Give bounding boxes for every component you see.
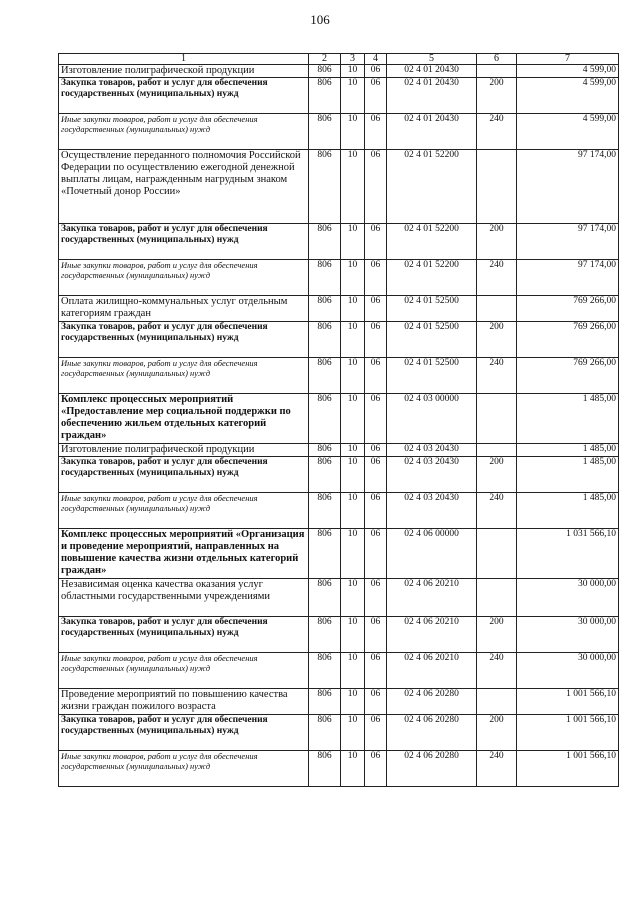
row-name-cell: Закупка товаров, работ и услуг для обеспечения государственных (муниципальных) нужд [59, 322, 309, 358]
row-ministry-cell: 806 [309, 224, 341, 260]
header-col-7: 7 [517, 54, 619, 65]
table-row [59, 296, 619, 322]
row-amount-cell: 769 266,00 [517, 322, 619, 358]
row-section-cell: 10 [341, 260, 365, 296]
row-expense-type-cell [477, 444, 517, 457]
table-body [59, 65, 619, 787]
header-col-3: 3 [341, 54, 365, 65]
row-name-cell: Закупка товаров, работ и услуг для обеспечения государственных (муниципальных) нужд [59, 457, 309, 493]
row-section-cell: 10 [341, 689, 365, 715]
row-target-article-cell: 02 4 01 52200 [387, 150, 477, 224]
row-expense-type-cell [477, 529, 517, 579]
row-name-cell: Иные закупки товаров, работ и услуг для обеспечения государственных (муниципальных) нужд [59, 751, 309, 787]
row-section-cell: 10 [341, 457, 365, 493]
row-target-article-cell: 02 4 01 52200 [387, 260, 477, 296]
row-section-cell: 10 [341, 78, 365, 114]
row-expense-type-cell: 200 [477, 457, 517, 493]
row-ministry-cell: 806 [309, 751, 341, 787]
table-row [59, 493, 619, 529]
row-subsection-cell: 06 [365, 751, 387, 787]
header-col-2: 2 [309, 54, 341, 65]
table-row [59, 457, 619, 493]
row-amount-cell: 4 599,00 [517, 114, 619, 150]
row-section-cell: 10 [341, 322, 365, 358]
row-amount-cell: 4 599,00 [517, 65, 619, 78]
row-amount-cell: 97 174,00 [517, 260, 619, 296]
row-name-cell: Изготовление полиграфической продукции [59, 444, 309, 457]
row-subsection-cell: 06 [365, 322, 387, 358]
row-ministry-cell: 806 [309, 260, 341, 296]
row-target-article-cell: 02 4 01 52500 [387, 322, 477, 358]
row-expense-type-cell: 200 [477, 617, 517, 653]
row-subsection-cell: 06 [365, 617, 387, 653]
row-ministry-cell: 806 [309, 617, 341, 653]
row-subsection-cell: 06 [365, 715, 387, 751]
row-subsection-cell: 06 [365, 689, 387, 715]
row-expense-type-cell: 200 [477, 224, 517, 260]
row-amount-cell: 1 001 566,10 [517, 751, 619, 787]
row-amount-cell: 30 000,00 [517, 617, 619, 653]
row-name-cell: Иные закупки товаров, работ и услуг для обеспечения государственных (муниципальных) нужд [59, 653, 309, 689]
row-subsection-cell: 06 [365, 78, 387, 114]
row-ministry-cell: 806 [309, 529, 341, 579]
budget-table [58, 53, 619, 787]
row-amount-cell: 1 485,00 [517, 457, 619, 493]
table-row [59, 322, 619, 358]
table-row [59, 529, 619, 579]
row-target-article-cell: 02 4 03 00000 [387, 394, 477, 444]
row-subsection-cell: 06 [365, 296, 387, 322]
row-section-cell: 10 [341, 224, 365, 260]
row-name-cell: Иные закупки товаров, работ и услуг для обеспечения государственных (муниципальных) нужд [59, 358, 309, 394]
row-ministry-cell: 806 [309, 715, 341, 751]
row-section-cell: 10 [341, 579, 365, 617]
row-target-article-cell: 02 4 01 52200 [387, 224, 477, 260]
table-row [59, 751, 619, 787]
table-row [59, 358, 619, 394]
row-subsection-cell: 06 [365, 260, 387, 296]
row-subsection-cell: 06 [365, 457, 387, 493]
row-ministry-cell: 806 [309, 653, 341, 689]
row-name-cell: Иные закупки товаров, работ и услуг для обеспечения государственных (муниципальных) нужд [59, 114, 309, 150]
header-col-4: 4 [365, 54, 387, 65]
row-target-article-cell: 02 4 06 20280 [387, 689, 477, 715]
row-target-article-cell: 02 4 03 20430 [387, 444, 477, 457]
row-section-cell: 10 [341, 751, 365, 787]
row-amount-cell: 1 485,00 [517, 444, 619, 457]
row-expense-type-cell [477, 394, 517, 444]
row-target-article-cell: 02 4 06 20210 [387, 579, 477, 617]
table-row [59, 715, 619, 751]
row-amount-cell: 97 174,00 [517, 224, 619, 260]
header-col-6: 6 [477, 54, 517, 65]
row-expense-type-cell [477, 296, 517, 322]
row-section-cell: 10 [341, 150, 365, 224]
row-expense-type-cell: 240 [477, 653, 517, 689]
row-amount-cell: 1 001 566,10 [517, 689, 619, 715]
row-subsection-cell: 06 [365, 579, 387, 617]
row-subsection-cell: 06 [365, 653, 387, 689]
row-name-cell: Иные закупки товаров, работ и услуг для обеспечения государственных (муниципальных) нужд [59, 493, 309, 529]
row-amount-cell: 1 485,00 [517, 394, 619, 444]
row-ministry-cell: 806 [309, 579, 341, 617]
row-expense-type-cell: 240 [477, 493, 517, 529]
row-name-cell: Закупка товаров, работ и услуг для обеспечения государственных (муниципальных) нужд [59, 224, 309, 260]
row-target-article-cell: 02 4 01 52500 [387, 296, 477, 322]
row-amount-cell: 1 001 566,10 [517, 715, 619, 751]
row-section-cell: 10 [341, 65, 365, 78]
row-name-cell: Комплекс процессных мероприятий «Организация и проведение мероприятий, направленных на повышение качества жизни отдельных категорий граждан» [59, 529, 309, 579]
row-section-cell: 10 [341, 358, 365, 394]
row-name-cell: Осуществление переданного полномочия Российской Федерации по осуществлению ежегодной денежной выплаты лицам, награжденным нагрудным знаком «Почетный донор России» [59, 150, 309, 224]
row-target-article-cell: 02 4 06 20280 [387, 751, 477, 787]
row-name-cell: Закупка товаров, работ и услуг для обеспечения государственных (муниципальных) нужд [59, 715, 309, 751]
row-amount-cell: 1 485,00 [517, 493, 619, 529]
row-section-cell: 10 [341, 493, 365, 529]
row-target-article-cell: 02 4 01 52500 [387, 358, 477, 394]
row-subsection-cell: 06 [365, 394, 387, 444]
row-name-cell: Изготовление полиграфической продукции [59, 65, 309, 78]
row-expense-type-cell [477, 579, 517, 617]
row-target-article-cell: 02 4 03 20430 [387, 457, 477, 493]
row-section-cell: 10 [341, 296, 365, 322]
row-expense-type-cell [477, 65, 517, 78]
row-subsection-cell: 06 [365, 493, 387, 529]
row-expense-type-cell: 240 [477, 114, 517, 150]
table-row [59, 65, 619, 78]
row-ministry-cell: 806 [309, 322, 341, 358]
row-expense-type-cell: 200 [477, 715, 517, 751]
row-section-cell: 10 [341, 617, 365, 653]
row-amount-cell: 1 031 566,10 [517, 529, 619, 579]
row-target-article-cell: 02 4 01 20430 [387, 65, 477, 78]
row-ministry-cell: 806 [309, 296, 341, 322]
table-row [59, 114, 619, 150]
row-subsection-cell: 06 [365, 224, 387, 260]
header-col-5: 5 [387, 54, 477, 65]
row-section-cell: 10 [341, 444, 365, 457]
row-ministry-cell: 806 [309, 444, 341, 457]
row-subsection-cell: 06 [365, 444, 387, 457]
row-name-cell: Оплата жилищно-коммунальных услуг отдельным категориям граждан [59, 296, 309, 322]
row-name-cell: Проведение мероприятий по повышению качества жизни граждан пожилого возраста [59, 689, 309, 715]
row-subsection-cell: 06 [365, 65, 387, 78]
row-amount-cell: 97 174,00 [517, 150, 619, 224]
header-row [59, 54, 619, 65]
row-name-cell: Комплекс процессных мероприятий «Предоставление мер социальной поддержки по обеспечению жильем отдельных категорий граждан» [59, 394, 309, 444]
table-row [59, 78, 619, 114]
row-amount-cell: 30 000,00 [517, 653, 619, 689]
row-expense-type-cell: 200 [477, 322, 517, 358]
row-target-article-cell: 02 4 06 20280 [387, 715, 477, 751]
header-col-1: 1 [59, 54, 309, 65]
table-row [59, 444, 619, 457]
row-expense-type-cell: 240 [477, 260, 517, 296]
row-subsection-cell: 06 [365, 150, 387, 224]
table-row [59, 653, 619, 689]
table-row [59, 224, 619, 260]
table-row [59, 617, 619, 653]
row-expense-type-cell [477, 150, 517, 224]
row-target-article-cell: 02 4 03 20430 [387, 493, 477, 529]
row-section-cell: 10 [341, 653, 365, 689]
table-row [59, 394, 619, 444]
page-number: 106 [310, 12, 330, 27]
row-expense-type-cell: 240 [477, 358, 517, 394]
row-target-article-cell: 02 4 06 00000 [387, 529, 477, 579]
row-section-cell: 10 [341, 114, 365, 150]
row-target-article-cell: 02 4 01 20430 [387, 114, 477, 150]
row-expense-type-cell: 200 [477, 78, 517, 114]
row-section-cell: 10 [341, 394, 365, 444]
row-subsection-cell: 06 [365, 114, 387, 150]
row-amount-cell: 769 266,00 [517, 296, 619, 322]
row-ministry-cell: 806 [309, 394, 341, 444]
row-name-cell: Независимая оценка качества оказания услуг областными государственными учреждениями [59, 579, 309, 617]
row-target-article-cell: 02 4 06 20210 [387, 617, 477, 653]
row-subsection-cell: 06 [365, 358, 387, 394]
row-target-article-cell: 02 4 01 20430 [387, 78, 477, 114]
row-expense-type-cell [477, 689, 517, 715]
row-expense-type-cell: 240 [477, 751, 517, 787]
row-name-cell: Закупка товаров, работ и услуг для обеспечения государственных (муниципальных) нужд [59, 617, 309, 653]
row-section-cell: 10 [341, 529, 365, 579]
row-ministry-cell: 806 [309, 114, 341, 150]
row-ministry-cell: 806 [309, 65, 341, 78]
row-ministry-cell: 806 [309, 457, 341, 493]
row-amount-cell: 769 266,00 [517, 358, 619, 394]
row-subsection-cell: 06 [365, 529, 387, 579]
row-amount-cell: 4 599,00 [517, 78, 619, 114]
table-row [59, 260, 619, 296]
row-name-cell: Иные закупки товаров, работ и услуг для обеспечения государственных (муниципальных) нужд [59, 260, 309, 296]
row-target-article-cell: 02 4 06 20210 [387, 653, 477, 689]
row-ministry-cell: 806 [309, 150, 341, 224]
row-ministry-cell: 806 [309, 358, 341, 394]
row-section-cell: 10 [341, 715, 365, 751]
row-ministry-cell: 806 [309, 493, 341, 529]
table-row [59, 579, 619, 617]
table-row [59, 150, 619, 224]
row-ministry-cell: 806 [309, 689, 341, 715]
table-row [59, 689, 619, 715]
row-ministry-cell: 806 [309, 78, 341, 114]
row-amount-cell: 30 000,00 [517, 579, 619, 617]
row-name-cell: Закупка товаров, работ и услуг для обеспечения государственных (муниципальных) нужд [59, 78, 309, 114]
